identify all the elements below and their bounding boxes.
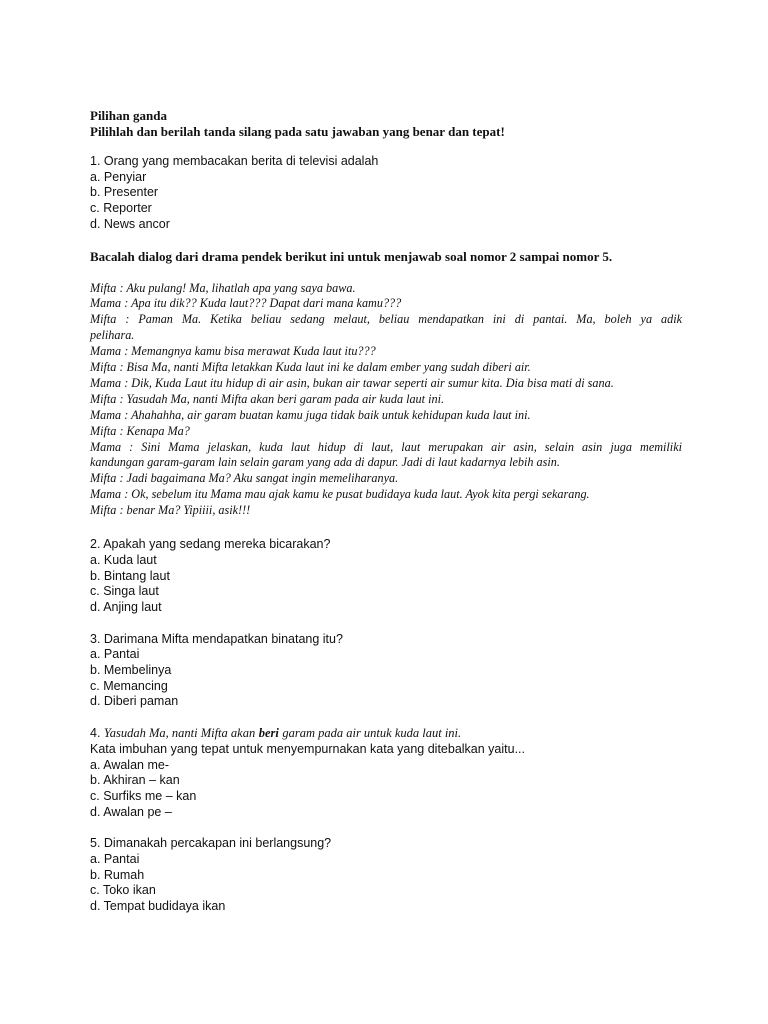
question-4 bbox=[90, 726, 682, 820]
question-3-option-d: d. Diberi paman bbox=[90, 694, 179, 709]
question-1-text: 1. Orang yang membacakan berita di televisi adalah bbox=[90, 154, 379, 168]
dialog-block bbox=[90, 281, 682, 520]
question-2 bbox=[90, 537, 682, 616]
dialog-line: Mama : Ok, sebelum itu Mama mau ajak kamu ke pusat budidaya kuda laut. Ayok kita pergi sekarang. bbox=[90, 487, 590, 502]
question-1-option-a: a. Penyiar bbox=[90, 169, 147, 184]
question-5-option-c: c. Toko ikan bbox=[90, 883, 156, 898]
dialog-line: Mifta : Jadi bagaimana Ma? Aku sangat ingin memeliharanya. bbox=[90, 471, 399, 486]
question-2-text: 2. Apakah yang sedang mereka bicarakan? bbox=[90, 537, 331, 552]
question-5-option-b: b. Rumah bbox=[90, 867, 145, 882]
question-4-number: 4. bbox=[90, 726, 101, 741]
dialog-line: Mifta : Bisa Ma, nanti Mifta letakkan Kuda laut ini ke dalam ember yang sudah diberi air. bbox=[90, 360, 531, 375]
dialog-line: Mama : Sini Mama jelaskan, kuda laut hidup di laut, laut merupakan air asin, selain asin juga memiliki bbox=[90, 439, 682, 454]
question-5-option-d: d. Tempat budidaya ikan bbox=[90, 899, 226, 914]
question-1-option-c: c. Reporter bbox=[90, 201, 152, 216]
dialog-line: Mifta : Yasudah Ma, nanti Mifta akan beri garam pada air kuda laut ini. bbox=[90, 391, 445, 406]
dialog-line: Mama : Apa itu dik?? Kuda laut??? Dapat dari mana kamu??? bbox=[90, 296, 402, 311]
question-4-quote-after: garam pada air untuk kuda laut ini. bbox=[282, 726, 462, 741]
question-4-option-d: d. Awalan pe – bbox=[90, 804, 172, 819]
question-2-option-d: d. Anjing laut bbox=[90, 599, 162, 614]
question-5 bbox=[90, 836, 682, 915]
question-1-option-d: d. News ancor bbox=[90, 216, 170, 231]
question-4-quote-before: Yasudah Ma, nanti Mifta akan bbox=[103, 726, 256, 741]
question-4-bold-word: beri bbox=[258, 726, 279, 741]
question-4-text: Kata imbuhan yang tepat untuk menyempurnakan kata yang ditebalkan yaitu... bbox=[90, 741, 526, 756]
dialog-line: Mifta : Kenapa Ma? bbox=[90, 423, 190, 438]
dialog-line: Mama : Dik, Kuda Laut itu hidup di air asin, bukan air tawar seperti air sumur kita. Dia bisa mati di sana. bbox=[90, 375, 614, 390]
instruction-text: Pilihlah dan berilah tanda silang pada satu jawaban yang benar dan tepat! bbox=[90, 124, 505, 139]
question-4-option-b: b. Akhiran – kan bbox=[90, 773, 180, 788]
question-1-option-b: b. Presenter bbox=[90, 185, 159, 200]
dialog-instruction: Bacalah dialog dari drama pendek berikut ini untuk menjawab soal nomor 2 sampai nomor 5. bbox=[90, 248, 613, 264]
question-4-option-a: a. Awalan me- bbox=[90, 757, 169, 772]
question-3 bbox=[90, 632, 682, 711]
question-2-option-a: a. Kuda laut bbox=[90, 552, 157, 567]
question-4-option-c: c. Surfiks me – kan bbox=[90, 788, 197, 803]
question-3-option-a: a. Pantai bbox=[90, 647, 140, 662]
question-5-option-a: a. Pantai bbox=[90, 852, 140, 867]
question-4-quote bbox=[90, 726, 682, 742]
dialog-line: Mifta : Aku pulang! Ma, lihatlah apa yang saya bawa. bbox=[90, 280, 356, 295]
question-2-option-c: c. Singa laut bbox=[90, 584, 159, 599]
question-2-option-b: b. Bintang laut bbox=[90, 568, 170, 583]
question-3-option-b: b. Membelinya bbox=[90, 663, 172, 678]
dialog-line: Mama : Memangnya kamu bisa merawat Kuda laut itu??? bbox=[90, 344, 376, 359]
question-1 bbox=[90, 154, 682, 233]
dialog-line: kandungan garam-garam lain selain garam yang ada di dapur. Jadi di laut kadarnya lebih asin. bbox=[90, 455, 560, 470]
question-3-option-c: c. Memancing bbox=[90, 678, 168, 693]
worksheet-page bbox=[90, 108, 682, 915]
question-5-text: 5. Dimanakah percakapan ini berlangsung? bbox=[90, 836, 332, 851]
dialog-line: Mifta : Paman Ma. Ketika beliau sedang melaut, beliau mendapatkan ini di pantai. Ma, boleh ya adik bbox=[90, 312, 682, 327]
dialog-line: pelihara. bbox=[90, 328, 135, 343]
dialog-line: Mama : Ahahahha, air garam buatan kamu juga tidak baik untuk kehidupan kuda laut ini. bbox=[90, 407, 531, 422]
dialog-line: Mifta : benar Ma? Yipiiii, asik!!! bbox=[90, 503, 251, 518]
question-3-text: 3. Darimana Mifta mendapatkan binatang itu? bbox=[90, 631, 343, 646]
section-title: Pilihan ganda bbox=[90, 108, 167, 123]
